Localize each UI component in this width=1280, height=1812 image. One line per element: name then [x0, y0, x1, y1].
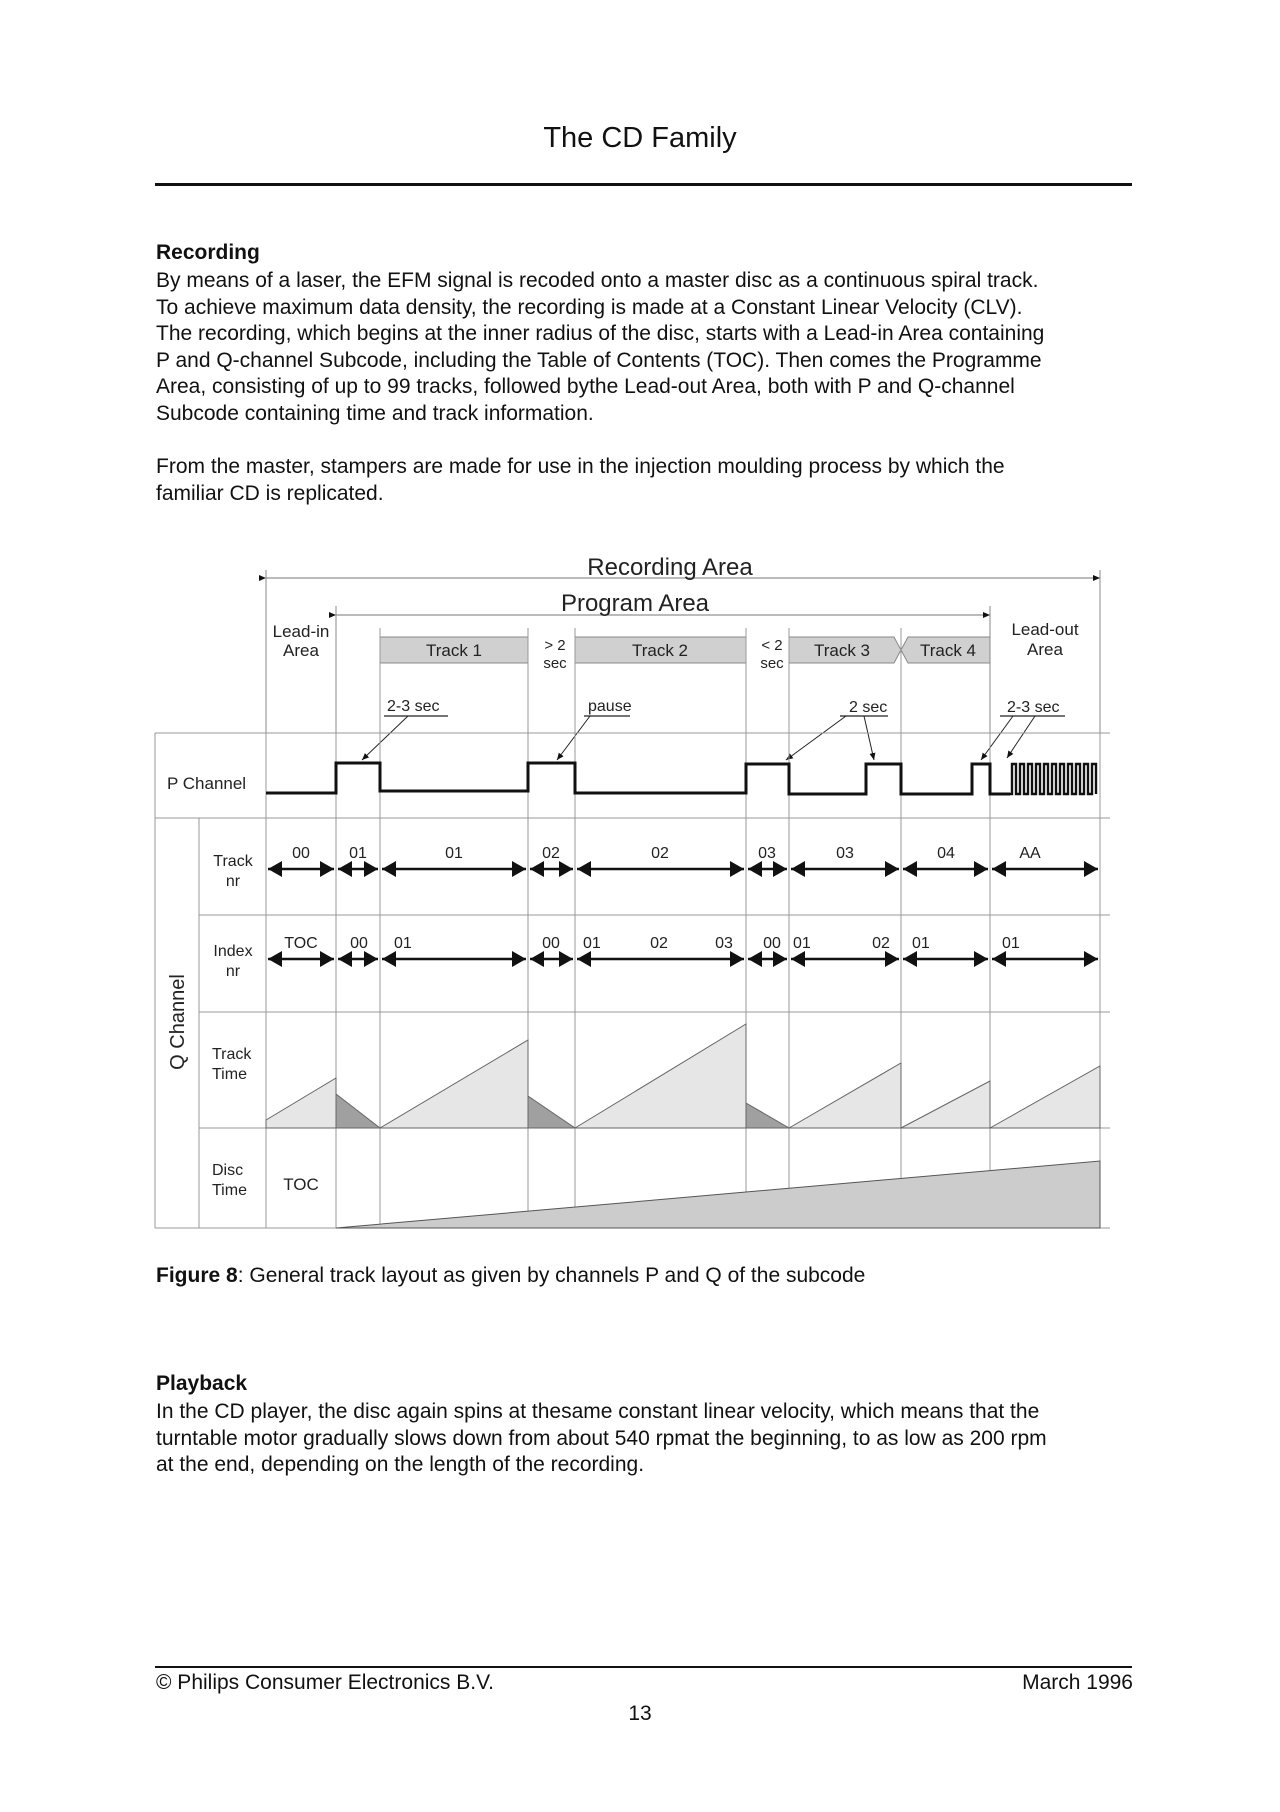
disc-time-toc-label: TOC: [283, 1175, 319, 1194]
page-title: The CD Family: [543, 122, 737, 154]
arrowhead-icon: [974, 861, 988, 877]
index-nr-value: 00: [350, 935, 368, 952]
index-nr-value: 01: [394, 935, 412, 952]
arrowhead-icon: [974, 951, 988, 967]
arrowhead-icon: [382, 951, 396, 967]
playback-paragraph: [156, 1399, 1156, 1479]
text-line: P and Q-channel Subcode, including the Table of Contents (TOC). Then comes the Programme: [156, 348, 1042, 372]
track-nr-value: 03: [758, 845, 776, 862]
footer-date: March 1996: [1022, 1671, 1133, 1694]
track-time-track-3: [789, 1063, 901, 1128]
q-channel-label: Q Channel: [167, 974, 189, 1070]
track-1-label: Track 1: [425, 641, 483, 660]
text-line: turntable motor gradually slows down from about 540 rpmat the beginning, to as low as 200 rpm: [156, 1426, 1047, 1450]
arrowhead-icon: [773, 951, 787, 967]
track-time-label-1: Track: [212, 1046, 252, 1063]
text-line: In the CD player, the disc again spins at thesame constant linear velocity, which means that the: [156, 1400, 1040, 1423]
annotation-two-sec: 2 sec: [849, 699, 888, 716]
annotation-lead-in-pause: 2-3 sec: [387, 698, 440, 715]
disc-time-label-2: Time: [212, 1182, 247, 1199]
index-nr-value: TOC: [284, 935, 318, 952]
index-nr-value: 00: [542, 935, 560, 952]
arrowhead-icon: [577, 951, 591, 967]
track-time-label-2: Time: [212, 1066, 247, 1083]
arrowhead-icon: [791, 951, 805, 967]
arrowhead-icon: [559, 951, 573, 967]
arrowhead-icon: [364, 861, 378, 877]
figure-caption-text: : General track layout as given by channels P and Q of the subcode: [237, 1264, 866, 1287]
arrowhead-icon: [320, 951, 334, 967]
index-nr-label-2: nr: [225, 963, 241, 980]
disc-time-ramp: [336, 1161, 1100, 1228]
figure-caption: [156, 1264, 865, 1288]
arrowhead-icon: [903, 951, 917, 967]
index-nr-value: 03: [715, 935, 733, 952]
arrowhead-icon: [1084, 951, 1098, 967]
index-nr-arrows: [268, 935, 1098, 967]
arrowhead-icon: [748, 951, 762, 967]
arrowhead-icon: [338, 951, 352, 967]
track-time-pause-2: [528, 1096, 575, 1128]
lead-out-label-2: Area: [1027, 640, 1063, 659]
track-bars: [380, 637, 990, 672]
track-nr-value: 02: [651, 845, 669, 862]
arrowhead-icon: [382, 861, 396, 877]
arrowhead-icon: [885, 951, 899, 967]
arrowhead-icon: [992, 951, 1006, 967]
track-nr-value: AA: [1019, 845, 1041, 862]
gap-1-label-1: > 2: [544, 637, 566, 654]
track-nr-value: 02: [542, 845, 560, 862]
arrowhead-icon: [559, 861, 573, 877]
index-nr-label-1: Index: [213, 943, 253, 960]
playback-heading: Playback: [156, 1372, 248, 1395]
track-nr-arrows: [268, 845, 1098, 877]
annotation-pause: pause: [588, 698, 632, 715]
p-channel-waveform: [266, 763, 1096, 794]
arrowhead-icon: [730, 861, 744, 877]
text-line: at the end, depending on the length of the recording.: [156, 1453, 645, 1476]
lead-out-label-1: Lead-out: [1011, 620, 1079, 639]
arrowhead-icon: [885, 861, 899, 877]
arrowhead-icon: [268, 861, 282, 877]
index-nr-value: 01: [1002, 935, 1020, 952]
footer-copyright: © Philips Consumer Electronics B.V.: [156, 1671, 494, 1694]
annotation-lead-out-pause: 2-3 sec: [1007, 699, 1060, 716]
disc-time-label-1: Disc: [212, 1162, 244, 1179]
track-4-label: Track 4: [919, 641, 977, 660]
track-nr-value: 04: [937, 845, 955, 862]
text-line: By means of a laser, the EFM signal is recoded onto a master disc as a continuous spiral track.: [156, 269, 1039, 292]
text-line: To achieve maximum data density, the recording is made at a Constant Linear Velocity (CLV).: [156, 295, 1023, 319]
track-time-track-2: [575, 1024, 746, 1128]
track-time-leadout: [990, 1066, 1100, 1128]
program-area-label: Program Area: [560, 590, 710, 617]
index-nr-value: 00: [763, 935, 781, 952]
arrowhead-icon: [512, 861, 526, 877]
p-channel-leadout-pulses: [1010, 764, 1096, 794]
lead-in-label-2: Area: [283, 641, 319, 660]
text-line: Area, consisting of up to 99 tracks, followed bythe Lead-out Area, both with P and Q-channel: [156, 375, 1015, 398]
track-time-track-1: [380, 1040, 528, 1128]
arrowhead-icon: [1084, 861, 1098, 877]
arrowhead-icon: [268, 951, 282, 967]
track-2-label: Track 2: [631, 641, 689, 660]
gap-1-label-2: sec: [543, 655, 567, 672]
track-time-graph: [266, 1024, 1100, 1128]
table-grid: [155, 733, 1110, 1228]
arrowhead-icon: [512, 951, 526, 967]
arrowhead-icon: [773, 861, 787, 877]
annotations: [362, 698, 1065, 760]
text-line: familiar CD is replicated.: [156, 481, 384, 505]
p-channel-signal: [266, 763, 1010, 794]
arrowhead-icon: [530, 951, 544, 967]
gap-2-label-1: < 2: [761, 637, 783, 654]
track-nr-value: 00: [292, 845, 310, 862]
track-nr-value: 01: [349, 845, 367, 862]
arrowhead-icon: [748, 861, 762, 877]
index-nr-value: 01: [583, 935, 601, 952]
recording-heading: Recording: [156, 241, 260, 264]
arrowhead-icon: [320, 861, 334, 877]
arrowhead-icon: [791, 861, 805, 877]
text-line: From the master, stampers are made for use in the injection moulding process by which the: [156, 455, 1005, 478]
track-nr-value: 01: [445, 845, 463, 862]
track-nr-label-2: nr: [225, 873, 241, 890]
arrowhead-icon: [364, 951, 378, 967]
arrowhead-icon: [530, 861, 544, 877]
figure-number: Figure 8: [156, 1264, 238, 1287]
arrowhead-icon: [992, 861, 1006, 877]
index-nr-value: 01: [793, 935, 811, 952]
recording-area-label: Recording Area: [587, 554, 753, 581]
track-time-pause-1: [336, 1094, 380, 1128]
footer-rule: [155, 1666, 1132, 1668]
track-time-track-4: [901, 1081, 990, 1128]
track-time-pause-3: [746, 1103, 789, 1128]
gap-2-label-2: sec: [760, 655, 784, 672]
arrowhead-icon: [577, 861, 591, 877]
text-line: Subcode containing time and track information.: [156, 401, 594, 425]
track-nr-value: 03: [836, 845, 854, 862]
page-number: 13: [628, 1702, 652, 1725]
track-nr-label-1: Track: [213, 853, 253, 870]
text-line: The recording, which begins at the inner radius of the disc, starts with a Lead-in Area containing: [156, 322, 1045, 345]
arrowhead-icon: [730, 951, 744, 967]
p-channel-label: P Channel: [167, 774, 247, 793]
track-time-leadin-ramp: [266, 1078, 336, 1128]
lead-in-label-1: Lead-in: [272, 622, 330, 641]
index-nr-value: 02: [872, 935, 890, 952]
index-nr-value: 02: [650, 935, 668, 952]
arrowhead-icon: [338, 861, 352, 877]
track-3-label: Track 3: [813, 641, 871, 660]
index-nr-value: 01: [912, 935, 930, 952]
arrowhead-icon: [903, 861, 917, 877]
